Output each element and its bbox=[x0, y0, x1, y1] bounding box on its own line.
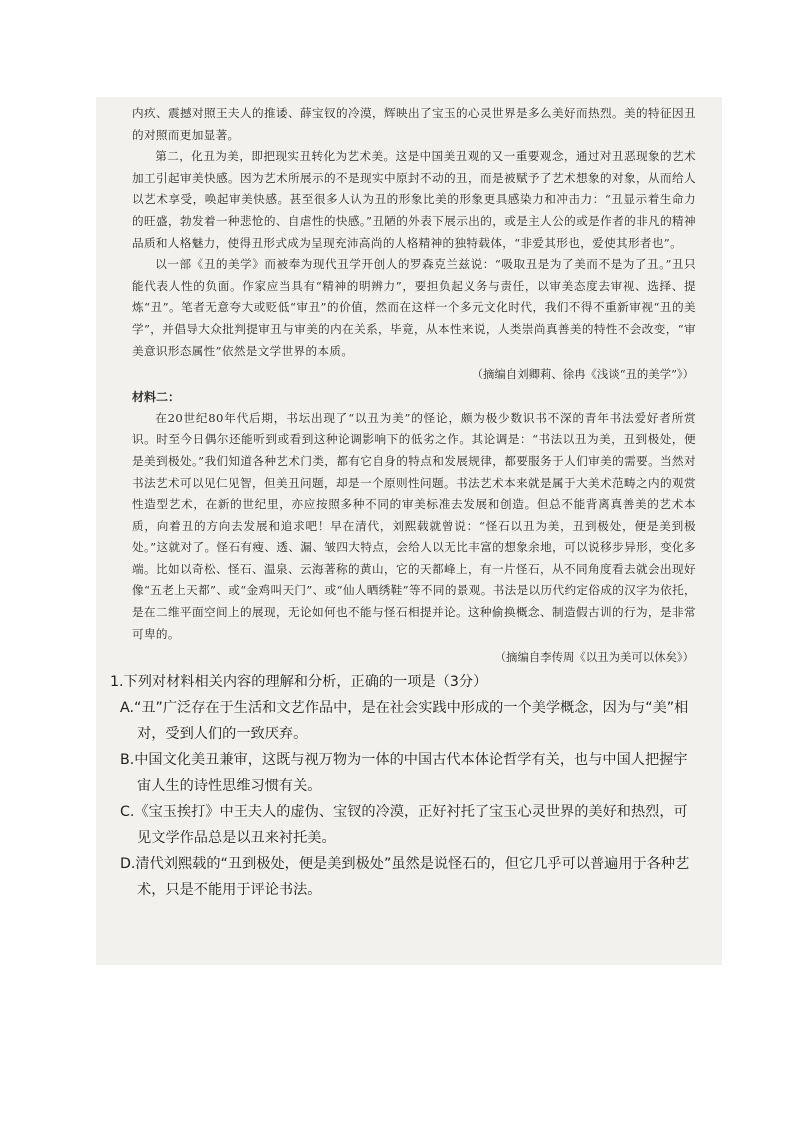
option-a: A.“丑”广泛存在于生活和文艺作品中，是在社会实践中形成的一个美学概念，因为与“美”相对，受到人们的一致厌弃。 bbox=[120, 699, 689, 742]
option-c: C.《宝玉挨打》中王夫人的虚伪、宝钗的冷漠，正好衬托了宝玉心灵世界的美好和热烈，可见文学作品总是以丑来衬托美。 bbox=[120, 803, 688, 846]
material1-source: （摘编自刘卿莉、徐冉《浅谈“丑的美学”》） bbox=[471, 367, 694, 382]
material1-paragraph-2: 以一部《丑的美学》而被奉为现代丑学开创人的罗森克兰兹说：“吸取丑是为了美而不是为了丑。”丑只能代表人性的负面。作家应当具有“精神的明辨力”，要担负起义务与责任，以审美态度去审视、选择、提炼“丑”。笔者无意夸大或贬低“审丑”的价值，然而在这样一个多元文化时代，我们不得不重新审视“丑的美学”，并倡导大众批判提审丑与审美的内在关系，毕竟，从本性来说，人类崇尚真善美的特性不会改变，“审美意识形态属性”依然是文学世界的本质。 bbox=[132, 257, 696, 358]
material2-heading: 材料二： bbox=[132, 389, 181, 404]
material1-paragraph-1: 第二，化丑为美，即把现实丑转化为艺术美。这是中国美丑观的又一重要观念，通过对丑恶现象的艺术加工引起审美快感。因为艺术所展示的不是现实中原封不动的丑，而是被赋予了艺术想象的对象，从而给人以艺术享受，唤起审美快感。甚至很多人认为丑的形象比美的形象更具感染力和冲击力：“丑显示着生命力的旺盛，勃发着一种悲怆的、自虐性的快感。”丑陋的外表下展示出的，或是主人公的或是作者的非凡的精神品质和人格魅力，使得丑形式成为呈现充沛高尚的人格精神的独特载体，“非爱其形也，爱使其形者也”。 bbox=[132, 149, 696, 250]
question-stem: 1.下列对材料相关内容的理解和分析，正确的一项是（3分） bbox=[110, 673, 488, 690]
material1-paragraph-0: 内疚、震撼对照王夫人的推诿、薛宝钗的冷漠，辉映出了宝玉的心灵世界是多么美好而热烈。美的特征因丑的对照而更加显著。 bbox=[132, 106, 696, 142]
option-b: B.中国文化美丑兼审，这既与视万物为一体的中国古代本体论哲学有关，也与中国人把握宇宙人生的诗性思维习惯有关。 bbox=[120, 751, 688, 794]
material2-paragraph: 在20世纪80年代后期，书坛出现了“以丑为美”的怪论，颇为极少数识书不深的青年书法爱好者所赏识。时至今日偶尔还能听到或看到这种论调影响下的低劣之作。其论调是：“书法以丑为美，丑到极处，便是美到极处。”我们知道各种艺术门类，都有它自身的特点和发展规律，都要服务于人们审美的需要。当然对书法艺术可以见仁见智，但美丑问题，却是一个原则性问题。书法艺术本来就是属于大美术范畴之内的观赏性造型艺术，在新的世纪里，亦应按照多种不同的审美标准去发展和创造。但总不能背离真善美的艺术本质，向着丑的方向去发展和追求吧！早在清代，刘熙载就曾说：“怪石以丑为美，丑到极处，便是美到极处。”这就对了。怪石有瘦、透、漏、皱四大特点，会给人以无比丰富的想象余地，可以说移步异形，变化多端。比如以奇松、怪石、温泉、云海著称的黄山，它的天都峰上，有一片怪石，从不同角度看去就会出现好像“五老上天都”、或“金鸡叫天门”、或“仙人晒绣鞋”等不同的景观。书法是以历代约定俗成的汉字为依托，是在二维平面空间上的展现，无论如何也不能与怪石相提并论。这种偷换概念、制造假古训的行为，是非常可卑的。 bbox=[132, 410, 696, 641]
exam-page-photo bbox=[96, 97, 722, 965]
option-d: D.清代刘熙载的“丑到极处，便是美到极处”虽然是说怪石的，但它几乎可以普遍用于各种艺术，只是不能用于评论书法。 bbox=[120, 855, 690, 898]
material2-source: （摘编自李传周《以丑为美可以休矣》） bbox=[494, 650, 694, 665]
